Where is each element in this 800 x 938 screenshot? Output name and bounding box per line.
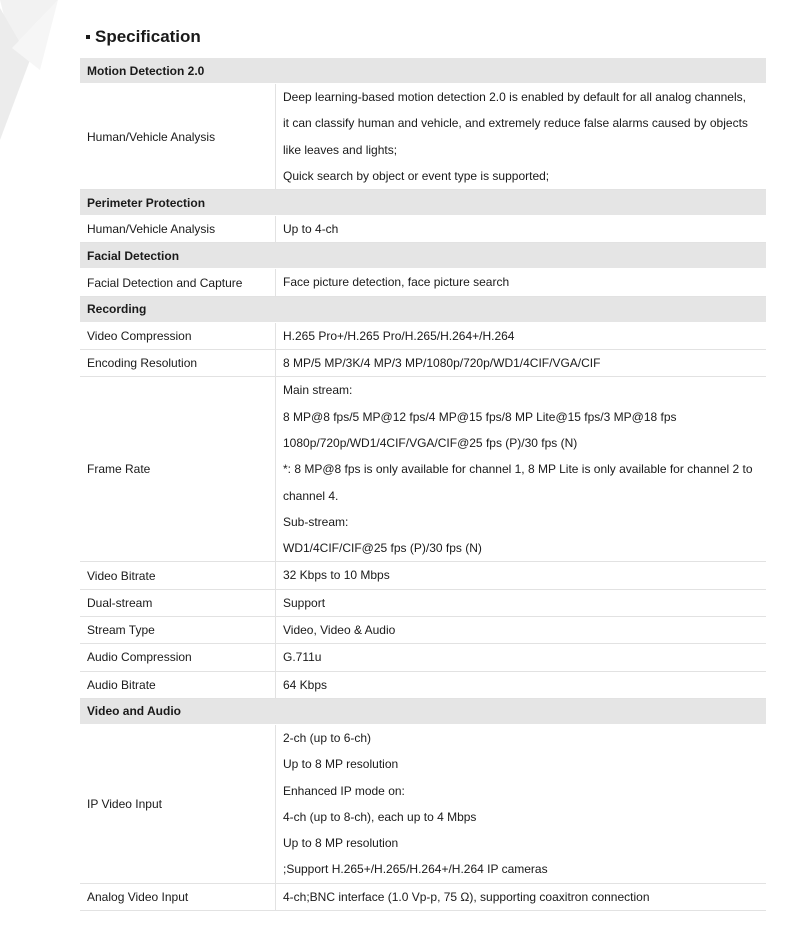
- spec-value-line: 32 Kbps to 10 Mbps: [283, 568, 390, 583]
- spec-value-line: Face picture detection, face picture search: [283, 275, 510, 290]
- spec-value-line: Sub-stream:: [283, 514, 349, 529]
- section-header-row: [80, 243, 766, 269]
- section-title: Facial Detection: [80, 243, 766, 269]
- spec-value-line: channel 4.: [283, 488, 339, 503]
- spec-label: Encoding Resolution: [80, 350, 276, 377]
- spec-row: [80, 589, 766, 616]
- spec-value: [276, 216, 767, 243]
- spec-value-line: 64 Kbps: [283, 677, 328, 692]
- spec-row: [80, 216, 766, 243]
- spec-row: [80, 350, 766, 377]
- spec-value-line: 1080p/720p/WD1/4CIF/VGA/CIF@25 fps (P)/30 fps (N): [283, 435, 578, 450]
- spec-label: Facial Detection and Capture: [80, 269, 276, 296]
- spec-row: [80, 562, 766, 589]
- spec-value: [276, 269, 767, 296]
- spec-label: IP Video Input: [80, 724, 276, 883]
- spec-label: Video Bitrate: [80, 562, 276, 589]
- spec-value: [276, 322, 767, 349]
- spec-value: [276, 589, 767, 616]
- spec-value-line: *: 8 MP@8 fps is only available for channel 1, 8 MP Lite is only available for channel 2 to: [283, 462, 753, 477]
- spec-value-line: G.711u: [283, 650, 322, 665]
- spec-value: [276, 883, 767, 910]
- spec-value-line: Up to 4-ch: [283, 222, 339, 237]
- spec-row: [80, 322, 766, 349]
- spec-value-line: 2-ch (up to 6-ch): [283, 730, 372, 745]
- spec-row: [80, 883, 766, 910]
- spec-label: Audio Bitrate: [80, 671, 276, 698]
- spec-value-line: 8 MP@8 fps/5 MP@12 fps/4 MP@15 fps/8 MP Lite@15 fps/3 MP@18 fps: [283, 409, 677, 424]
- spec-label: Human/Vehicle Analysis: [80, 216, 276, 243]
- spec-value: [276, 84, 767, 190]
- decorative-logo-shape: [0, 0, 70, 150]
- spec-row: [80, 724, 766, 883]
- spec-value-line: ;Support H.265+/H.265/H.264+/H.264 IP cameras: [283, 862, 548, 877]
- spec-value: [276, 377, 767, 562]
- spec-value-line: Quick search by object or event type is supported;: [283, 168, 550, 183]
- spec-value: [276, 350, 767, 377]
- section-title: Motion Detection 2.0: [80, 58, 766, 84]
- section-title: Recording: [80, 296, 766, 322]
- section-header-row: [80, 698, 766, 724]
- spec-value-line: 4-ch;BNC interface (1.0 Vp-p, 75 Ω), supporting coaxitron connection: [283, 889, 650, 904]
- spec-value-line: Enhanced IP mode on:: [283, 783, 405, 798]
- page-title-text: Specification: [95, 27, 201, 46]
- spec-table-body: [80, 58, 766, 911]
- spec-value-line: H.265 Pro+/H.265 Pro/H.265/H.264+/H.264: [283, 328, 515, 343]
- spec-value-line: Up to 8 MP resolution: [283, 757, 399, 772]
- spec-value-line: it can classify human and vehicle, and extremely reduce false alarms caused by objects: [283, 116, 748, 131]
- spec-value-line: WD1/4CIF/CIF@25 fps (P)/30 fps (N): [283, 541, 482, 556]
- spec-row: [80, 377, 766, 562]
- spec-value-line: 8 MP/5 MP/3K/4 MP/3 MP/1080p/720p/WD1/4CIF/VGA/CIF: [283, 356, 601, 371]
- spec-value-line: Support: [283, 595, 326, 610]
- spec-value-line: 4-ch (up to 8-ch), each up to 4 Mbps: [283, 809, 477, 824]
- section-header-row: [80, 58, 766, 84]
- spec-label: Analog Video Input: [80, 883, 276, 910]
- spec-value-line: like leaves and lights;: [283, 142, 398, 157]
- spec-label: Frame Rate: [80, 377, 276, 562]
- spec-row: [80, 644, 766, 671]
- spec-value-line: Up to 8 MP resolution: [283, 836, 399, 851]
- section-title: Perimeter Protection: [80, 190, 766, 216]
- spec-value: [276, 617, 767, 644]
- section-header-row: [80, 296, 766, 322]
- spec-value: [276, 644, 767, 671]
- section-title: Video and Audio: [80, 698, 766, 724]
- spec-label: Stream Type: [80, 617, 276, 644]
- spec-row: [80, 269, 766, 296]
- spec-value: [276, 724, 767, 883]
- spec-label: Dual-stream: [80, 589, 276, 616]
- spec-label: Audio Compression: [80, 644, 276, 671]
- spec-value-line: Deep learning-based motion detection 2.0 is enabled by default for all analog channels,: [283, 90, 746, 104]
- spec-value: [276, 562, 767, 589]
- section-header-row: [80, 190, 766, 216]
- spec-label: Human/Vehicle Analysis: [80, 84, 276, 190]
- spec-value-line: Video, Video & Audio: [283, 623, 396, 638]
- title-bullet: [86, 35, 90, 39]
- spec-value-line: Main stream:: [283, 383, 353, 398]
- page-title: [86, 27, 201, 47]
- spec-row: [80, 84, 766, 190]
- spec-label: Video Compression: [80, 322, 276, 349]
- spec-value: [276, 671, 767, 698]
- spec-table: [80, 58, 766, 911]
- spec-row: [80, 671, 766, 698]
- spec-row: [80, 617, 766, 644]
